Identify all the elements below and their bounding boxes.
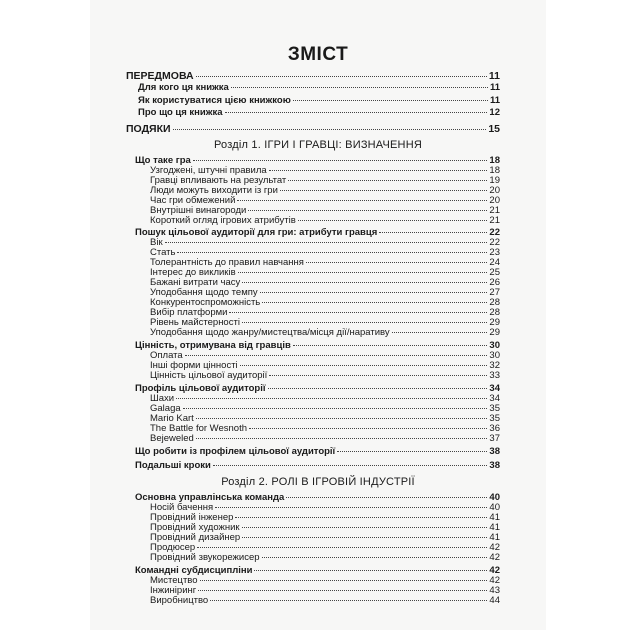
toc-page-number: 23 [489, 247, 500, 258]
toc-entry-title: Вибір платформи [150, 307, 228, 318]
toc-page-number: 11 [489, 82, 500, 93]
page-title: ЗМІСТ [287, 44, 349, 65]
dot-leader [231, 87, 488, 88]
toc-entry-title: Цінність цільової аудиторії [150, 370, 268, 381]
toc-page-number: 34 [489, 383, 500, 394]
toc-page-number: 41 [489, 512, 500, 523]
toc-entry [135, 228, 500, 238]
toc-entry-title: Mario Kart [150, 413, 194, 424]
toc-page-number: 41 [489, 522, 500, 533]
dot-leader [392, 332, 488, 333]
toc-subentry [150, 596, 500, 606]
dot-leader [298, 220, 488, 221]
toc-page-number: 44 [489, 595, 500, 606]
toc-entry-title: ПОДЯКИ [126, 123, 171, 135]
toc-entry-title: Для кого ця книжка [138, 82, 229, 93]
dot-leader [229, 312, 487, 313]
toc-page-number: 42 [489, 565, 500, 576]
toc-subentry [150, 424, 500, 434]
dot-leader [213, 465, 488, 466]
dot-leader [242, 537, 487, 538]
toc-page-number: 21 [489, 215, 500, 226]
toc-subentry [150, 533, 500, 543]
dot-leader [183, 408, 488, 409]
book-page [90, 0, 546, 630]
section-heading: Розділ 1. ІГРИ І ГРАВЦІ: ВИЗНАЧЕННЯ [214, 139, 422, 151]
toc-entry-title: Провідний звукорежисер [150, 552, 260, 563]
dot-leader [185, 355, 488, 356]
toc-entry-title: Провідний інженер [150, 512, 234, 523]
toc-entry-title: Пошук цільової аудиторії для гри: атрибути гравця [135, 227, 378, 238]
dot-leader [225, 112, 488, 113]
toc-page-number: 38 [489, 460, 500, 471]
dot-leader [288, 180, 487, 181]
toc-entry-title: Мистецтво [150, 575, 198, 586]
toc-entry-title: Внутрішні винагороди [150, 205, 247, 216]
toc-page-number: 34 [489, 393, 500, 404]
dot-leader [196, 418, 488, 419]
toc-subentry [150, 434, 500, 444]
toc-entry [135, 341, 500, 351]
dot-leader [165, 242, 488, 243]
toc-entry-title: Виробництво [150, 595, 209, 606]
toc-page-number: 32 [489, 360, 500, 371]
toc-page-number: 35 [489, 403, 500, 414]
dot-leader [293, 345, 488, 346]
toc-page-number: 22 [489, 227, 500, 238]
dot-leader [293, 100, 488, 101]
dot-leader [269, 170, 488, 171]
toc-entry-title: Короткий огляд ігрових атрибутів [150, 215, 296, 226]
toc-page-number: 30 [489, 350, 500, 361]
dot-leader [215, 507, 487, 508]
dot-leader [196, 76, 487, 77]
dot-leader [235, 517, 487, 518]
dot-leader [238, 272, 488, 273]
dot-leader [210, 600, 487, 601]
toc-entry-title: Продюсер [150, 542, 196, 553]
toc-subentry [150, 371, 500, 381]
dot-leader [242, 322, 487, 323]
dot-leader [260, 292, 488, 293]
dot-leader [196, 438, 488, 439]
toc-subentry [150, 238, 500, 248]
toc-entry-title: Що робити із профілем цільової аудиторії [135, 446, 336, 457]
toc-entry-title: Подальші кроки [135, 460, 211, 471]
toc-page-number: 15 [488, 123, 500, 135]
toc-entry-title: Люди можуть виходити із гри [150, 185, 278, 196]
toc-entry-title: Вік [150, 237, 163, 248]
toc-entry [138, 108, 500, 118]
dot-leader [337, 451, 487, 452]
dot-leader [286, 497, 487, 498]
toc-page-number: 37 [489, 433, 500, 444]
toc-page-number: 18 [489, 165, 500, 176]
toc-entry-title: Бажані витрати часу [150, 277, 241, 288]
toc-entry-title: The Battle for Wesnoth [150, 423, 247, 434]
toc-entry-title: Уподобання щодо жанру/мистецтва/місця дії/наративу [150, 327, 390, 338]
toc-page-number: 12 [489, 107, 500, 118]
toc-page-number: 27 [489, 287, 500, 298]
dot-leader [306, 262, 488, 263]
toc-page-number: 41 [489, 532, 500, 543]
toc-page-number: 43 [489, 585, 500, 596]
toc-page-number: 40 [489, 502, 500, 513]
dot-leader [379, 232, 487, 233]
toc-page-number: 29 [489, 327, 500, 338]
toc-page-number: 20 [489, 195, 500, 206]
dot-leader [262, 557, 488, 558]
toc-entry-title: Гравці впливають на результат [150, 175, 287, 186]
toc-entry-title: Про що ця книжка [138, 107, 223, 118]
dot-leader [197, 547, 487, 548]
dot-leader [242, 527, 488, 528]
toc-entry-title: Носій бачення [150, 502, 214, 513]
section-heading: Розділ 2. РОЛІ В ІГРОВІЙ ІНДУСТРІЇ [221, 476, 415, 488]
toc-entry [126, 71, 500, 81]
dot-leader [269, 375, 487, 376]
toc-entry-title: Провідний художник [150, 522, 240, 533]
toc-page-number: 11 [489, 95, 500, 106]
toc-subentry [150, 394, 500, 404]
toc-page-number: 38 [489, 446, 500, 457]
toc-entry-title: Шахи [150, 393, 175, 404]
toc-entry-title: Провідний дизайнер [150, 532, 241, 543]
dot-leader [200, 580, 488, 581]
toc-entry-title: ПЕРЕДМОВА [126, 70, 194, 82]
toc-page-number: 42 [489, 575, 500, 586]
dot-leader [177, 252, 487, 253]
dot-leader [193, 160, 488, 161]
dot-leader [176, 398, 487, 399]
dot-leader [280, 190, 488, 191]
toc-page-number: 28 [489, 307, 500, 318]
toc-entry-title: Узгоджені, штучні правила [150, 165, 267, 176]
toc-entry-title: Командні субдисципліни [135, 565, 253, 576]
toc-subentry [150, 328, 500, 338]
toc-entry [135, 461, 500, 471]
toc-entry-title: Основна управлінська команда [135, 492, 285, 503]
toc-entry-title: Уподобання щодо темпу [150, 287, 258, 298]
dot-leader [268, 388, 488, 389]
dot-leader [198, 590, 487, 591]
dot-leader [173, 129, 487, 130]
toc-subentry [150, 216, 500, 226]
toc-page-number: 40 [489, 492, 500, 503]
toc-page-number: 42 [489, 552, 500, 563]
dot-leader [242, 282, 487, 283]
toc-entry [138, 83, 500, 93]
toc-page-number: 25 [489, 267, 500, 278]
toc-entry-title: Рівень майстерності [150, 317, 240, 328]
toc-page-number: 18 [489, 155, 500, 166]
dot-leader [254, 570, 487, 571]
toc-entry-title: Профіль цільової аудиторії [135, 383, 266, 394]
toc-entry [138, 96, 500, 106]
toc-page-number: 24 [489, 257, 500, 268]
toc-entry-title: Інші форми цінності [150, 360, 238, 371]
toc-page-number: 21 [489, 205, 500, 216]
toc-entry [126, 124, 500, 134]
dot-leader [237, 200, 487, 201]
toc-entry-title: Bejeweled [150, 433, 194, 444]
dot-leader [240, 365, 488, 366]
toc-subentry [150, 553, 500, 563]
toc-entry-title: Інтерес до викликів [150, 267, 236, 278]
toc-subentry [150, 576, 500, 586]
toc-subentry [150, 404, 500, 414]
toc-entry-title: Як користуватися цією книжкою [138, 95, 291, 106]
toc-entry-title: Galaga [150, 403, 181, 414]
toc-page-number: 36 [489, 423, 500, 434]
toc-page-number: 11 [488, 70, 500, 82]
toc-page-number: 30 [489, 340, 500, 351]
toc-page-number: 22 [489, 237, 500, 248]
toc-page-number: 20 [489, 185, 500, 196]
toc-entry [135, 447, 500, 457]
toc-entry-title: Стать [150, 247, 176, 258]
toc-entry-title: Що таке гра [135, 155, 191, 166]
toc-page-number: 26 [489, 277, 500, 288]
toc-entry-title: Цінність, отримувана від гравців [135, 340, 291, 351]
toc-page-number: 42 [489, 542, 500, 553]
toc-page-number: 19 [489, 175, 500, 186]
dot-leader [248, 210, 487, 211]
toc-page-number: 33 [489, 370, 500, 381]
toc-page-number: 35 [489, 413, 500, 424]
toc-entry-title: Оплата [150, 350, 183, 361]
toc-page-number: 29 [489, 317, 500, 328]
toc-entry-title: Толерантність до правил навчання [150, 257, 304, 268]
toc-entry [135, 384, 500, 394]
toc-page-number: 28 [489, 297, 500, 308]
dot-leader [249, 428, 487, 429]
toc-entry-title: Час гри обмежений [150, 195, 236, 206]
dot-leader [262, 302, 487, 303]
toc-entry-title: Конкурентоспроможність [150, 297, 261, 308]
toc-entry-title: Інжиніринг [150, 585, 197, 596]
